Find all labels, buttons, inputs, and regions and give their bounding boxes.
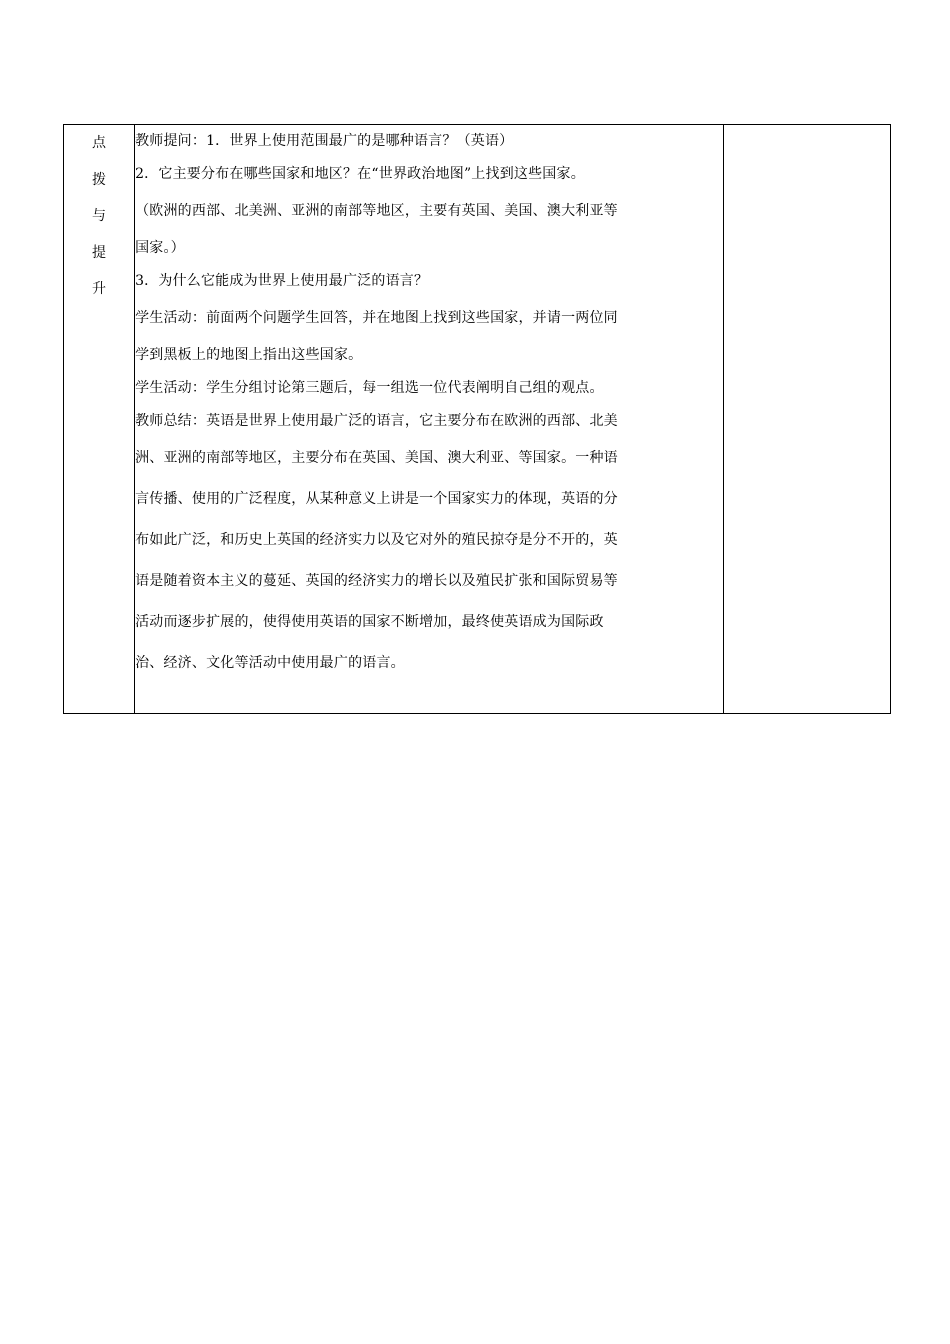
notes-cell bbox=[723, 125, 890, 714]
section-label-char: 与 bbox=[92, 208, 107, 224]
content-line: 语是随着资本主义的蔓延、英国的经济实力的增长以及殖民扩张和国际贸易等 bbox=[135, 573, 618, 589]
content-cell bbox=[135, 125, 724, 714]
content-line: 言传播、使用的广泛程度，从某种意义上讲是一个国家实力的体现，英语的分 bbox=[135, 491, 618, 507]
content-line: 活动而逐步扩展的，使得使用英语的国家不断增加，最终使英语成为国际政 bbox=[135, 614, 604, 630]
content-line: 教师提问：1．世界上使用范围最广的是哪种语言？（英语） bbox=[135, 133, 514, 149]
lesson-table bbox=[63, 124, 891, 714]
content-line: （欧洲的西部、北美洲、亚洲的南部等地区，主要有英国、美国、澳大利亚等 bbox=[135, 203, 618, 219]
content-line: 治、经济、文化等活动中使用最广的语言。 bbox=[135, 655, 405, 671]
section-label-char: 点 bbox=[92, 135, 107, 151]
section-label-cell bbox=[64, 125, 135, 714]
content-line: 教师总结：英语是世界上使用最广泛的语言，它主要分布在欧洲的西部、北美 bbox=[135, 413, 618, 429]
content-line: 布如此广泛，和历史上英国的经济实力以及它对外的殖民掠夺是分不开的，英 bbox=[135, 532, 618, 548]
section-label-char: 提 bbox=[92, 244, 107, 261]
content-line: 2．它主要分布在哪些国家和地区？在“世界政治地图”上找到这些国家。 bbox=[135, 166, 585, 182]
content-line: 学到黑板上的地图上指出这些国家。 bbox=[135, 347, 363, 363]
section-label-char: 升 bbox=[92, 281, 107, 297]
section-label-char: 拨 bbox=[92, 171, 107, 188]
content-line: 学生活动：学生分组讨论第三题后，每一组选一位代表阐明自己组的观点。 bbox=[135, 380, 604, 396]
content-line: 国家。） bbox=[135, 240, 185, 256]
table-row bbox=[64, 125, 891, 714]
content-line: 3．为什么它能成为世界上使用最广泛的语言？ bbox=[135, 273, 429, 289]
content-line: 洲、亚洲的南部等地区，主要分布在英国、美国、澳大利亚、等国家。一种语 bbox=[135, 450, 618, 466]
content-line: 学生活动：前面两个问题学生回答，并在地图上找到这些国家，并请一两位同 bbox=[135, 310, 618, 326]
